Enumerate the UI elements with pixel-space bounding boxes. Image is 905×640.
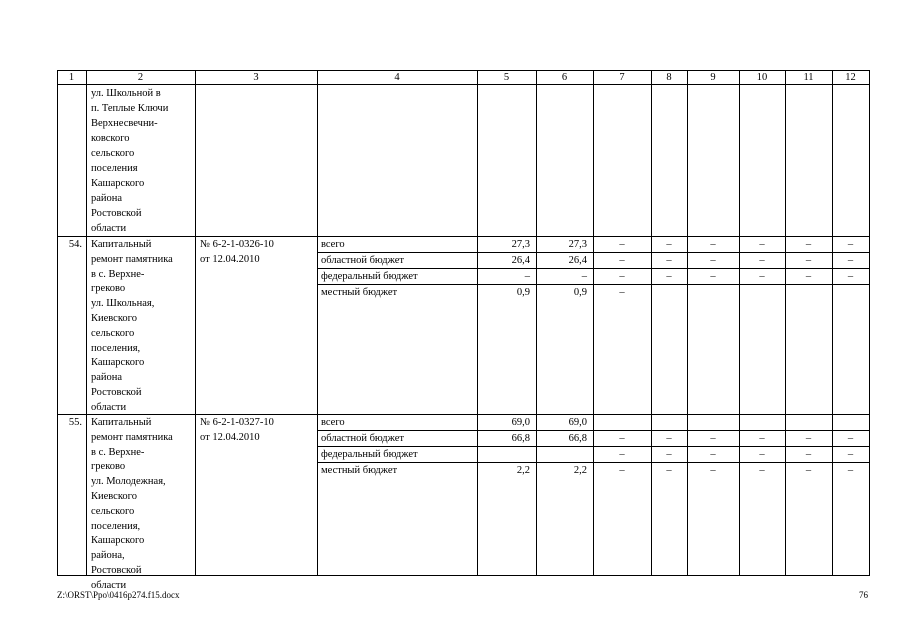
funding-source-label: всего: [321, 239, 345, 250]
row-separator: [57, 414, 870, 415]
object-name-line: ул. Молодежная,: [91, 476, 166, 488]
amount-col7: –: [619, 433, 625, 444]
amount-col5: 66,8: [511, 433, 530, 444]
continuation-line: Кашарского: [91, 178, 145, 189]
column-rule: [317, 70, 318, 575]
column-rule: [651, 70, 652, 575]
amount-col5: 27,3: [511, 239, 530, 250]
object-name-line: сельского: [91, 327, 135, 339]
amount-col11: –: [805, 255, 812, 266]
amount-col5: 69,0: [511, 417, 530, 428]
funding-source-label: местный бюджет: [321, 465, 398, 476]
column-rule: [687, 70, 688, 575]
amount-col6: 0,9: [573, 287, 587, 298]
object-name-line: греково: [91, 461, 126, 473]
object-name-line: в с. Верхне-: [91, 268, 145, 280]
object-name-line: района,: [91, 550, 125, 562]
amount-col7: –: [619, 465, 625, 476]
column-header-number: 4: [394, 72, 400, 83]
column-header-number: 5: [503, 72, 510, 83]
amount-col10: –: [759, 239, 765, 250]
continuation-line: Ростовской: [91, 208, 142, 219]
object-name-line: сельского: [91, 505, 135, 517]
object-name-line: Киевского: [91, 313, 137, 324]
column-header-number: 10: [756, 72, 768, 83]
column-rule: [57, 70, 58, 575]
continuation-line: района: [91, 193, 123, 204]
document-number-line: № 6-2-1-0326-10: [200, 239, 274, 250]
amount-col8: –: [666, 255, 672, 266]
continuation-line: сельского: [91, 148, 135, 159]
object-name-line: области: [91, 579, 127, 591]
object-name-line: ремонт памятника: [91, 431, 173, 443]
amount-col9: –: [710, 255, 716, 266]
object-name-line: Ростовской: [91, 565, 142, 576]
amount-col7: –: [619, 255, 625, 266]
funding-source-label: федеральный бюджет: [321, 271, 418, 282]
document-number-line: от 12.04.2010: [200, 431, 260, 443]
footer-file-path: Z:\ORST\Ppo\0416p274.f15.docx: [57, 590, 180, 600]
row-number: 54.: [68, 239, 82, 250]
column-rule: [593, 70, 594, 575]
amount-col6: 27,3: [568, 239, 587, 250]
sub-row-rule: [317, 462, 870, 463]
amount-col12: –: [847, 239, 854, 250]
amount-col10: –: [759, 433, 765, 444]
column-rule: [832, 70, 833, 575]
amount-col11: –: [805, 271, 812, 282]
column-header-number: 11: [803, 72, 814, 83]
amount-col9: –: [710, 239, 716, 250]
column-rule: [785, 70, 786, 575]
object-name-line: в с. Верхне-: [91, 446, 145, 458]
sub-row-rule: [317, 252, 870, 253]
amount-col9: –: [710, 449, 716, 460]
amount-col12: –: [847, 449, 854, 460]
object-name-line: поселения,: [91, 342, 141, 354]
amount-col10: –: [759, 449, 765, 460]
funding-source-label: федеральный бюджет: [321, 449, 418, 460]
object-name-line: района: [91, 372, 123, 384]
sub-row-rule: [317, 446, 870, 447]
column-rule: [195, 70, 196, 575]
amount-col6: 26,4: [568, 255, 587, 266]
funding-source-label: местный бюджет: [321, 287, 398, 298]
amount-col6: 66,8: [568, 433, 587, 444]
object-name-line: ремонт памятника: [91, 253, 173, 265]
row-separator: [57, 236, 870, 237]
amount-col5: 0,9: [516, 287, 530, 298]
column-header-number: 12: [845, 72, 856, 83]
object-name-line: Капитальный: [91, 417, 152, 428]
amount-col5: 2,2: [516, 465, 530, 476]
object-name-line: Киевского: [91, 491, 137, 502]
row-number: 55.: [68, 417, 82, 428]
amount-col9: –: [710, 465, 716, 476]
amount-col8: –: [666, 433, 672, 444]
column-header-number: 6: [561, 72, 568, 83]
object-name-line: области: [91, 401, 127, 413]
amount-col11: –: [805, 449, 812, 460]
column-header-number: 9: [710, 72, 716, 83]
continuation-line: ул. Школьной в: [91, 88, 161, 99]
funding-source-label: всего: [321, 417, 345, 428]
continuation-line: поселения: [91, 163, 138, 174]
amount-col6: 2,2: [573, 465, 587, 476]
funding-source-label: областной бюджет: [321, 255, 404, 266]
sub-row-rule: [317, 284, 870, 285]
column-rule: [536, 70, 537, 575]
object-name-line: Кашарского: [91, 357, 145, 369]
amount-col7: –: [619, 449, 625, 460]
amount-col9: –: [710, 433, 716, 444]
amount-col9: –: [710, 271, 716, 282]
funding-source-label: областной бюджет: [321, 433, 404, 444]
column-header-number: 7: [619, 72, 625, 83]
amount-col8: –: [666, 271, 672, 282]
amount-col6: 69,0: [568, 417, 587, 428]
page-number: 76: [859, 590, 868, 600]
column-rule: [477, 70, 478, 575]
continuation-line: п. Теплые Ключи: [91, 103, 169, 114]
amount-col12: –: [847, 465, 854, 476]
document-number-line: от 12.04.2010: [200, 253, 260, 265]
amount-col5: –: [524, 271, 530, 282]
amount-col12: –: [847, 255, 854, 266]
object-name-line: поселения,: [91, 520, 141, 532]
column-header-number: 2: [137, 72, 144, 83]
column-rule: [86, 70, 87, 575]
column-header-number: 8: [666, 72, 672, 83]
amount-col10: –: [759, 255, 765, 266]
continuation-line: области: [91, 223, 127, 234]
document-number-line: № 6-2-1-0327-10: [200, 417, 274, 428]
amount-col8: –: [666, 239, 672, 250]
amount-col8: –: [666, 449, 672, 460]
amount-col10: –: [759, 271, 765, 282]
amount-col5: 26,4: [511, 255, 530, 266]
object-name-line: ул. Школьная,: [91, 298, 155, 310]
column-rule: [739, 70, 740, 575]
column-rule: [869, 70, 870, 575]
amount-col7: –: [619, 287, 625, 298]
amount-col10: –: [759, 465, 765, 476]
amount-col11: –: [805, 465, 812, 476]
amount-col6: –: [581, 271, 587, 282]
amount-col12: –: [847, 271, 854, 282]
object-name-line: Кашарского: [91, 535, 145, 547]
amount-col11: –: [805, 239, 812, 250]
object-name-line: Капитальный: [91, 239, 152, 250]
amount-col11: –: [805, 433, 812, 444]
continuation-line: Верхнесвечни-: [91, 118, 158, 129]
amount-col12: –: [847, 433, 854, 444]
sub-row-rule: [317, 430, 870, 431]
header-bottom-rule: [57, 84, 870, 85]
amount-col7: –: [619, 239, 625, 250]
continuation-line: ковского: [91, 133, 130, 144]
object-name-line: Ростовской: [91, 387, 142, 398]
table-bottom-rule: [57, 575, 870, 576]
amount-col7: –: [619, 271, 625, 282]
sub-row-rule: [317, 268, 870, 269]
object-name-line: греково: [91, 283, 126, 295]
column-header-number: 3: [253, 72, 259, 83]
column-header-number: 1: [68, 72, 75, 83]
amount-col8: –: [666, 465, 672, 476]
